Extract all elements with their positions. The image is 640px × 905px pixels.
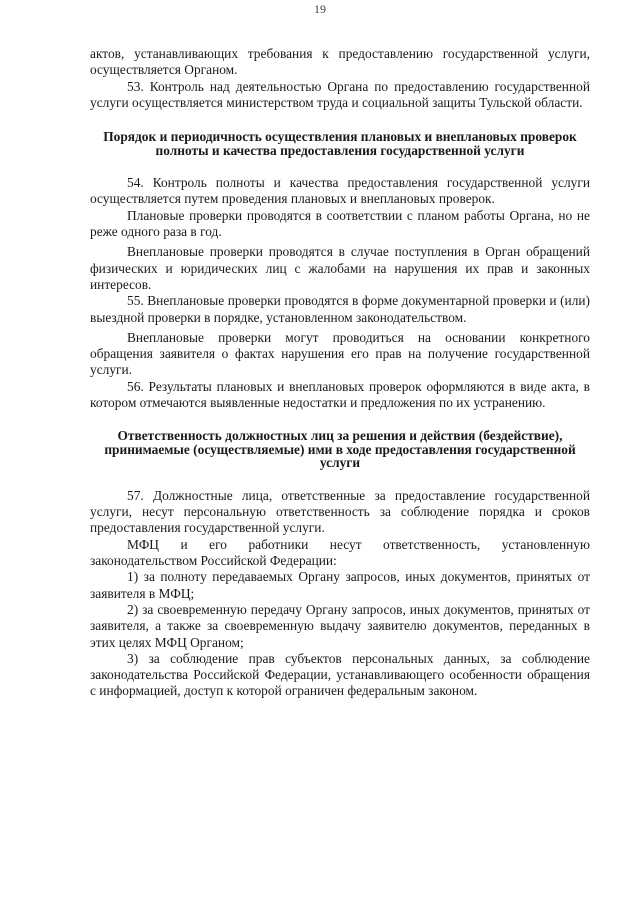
paragraph-56: 56. Результаты плановых и внеплановых проверок оформляются в виде акта, в котором отмечаются выявленные недостатки и предложения по их устранению. bbox=[90, 378, 590, 411]
section-heading-responsibility: Ответственность должностных лиц за решения и действия (бездействие), принимаемые (осуществляемые) ими в ходе предоставления государственной услуги bbox=[104, 428, 576, 471]
paragraph-53: 53. Контроль над деятельностью Органа по предоставлению государственной услуги осуществляется министерством труда и социальной защиты Тульской области. bbox=[90, 78, 590, 110]
paragraph-continuation: актов, устанавливающих требования к предоставлению государственной услуги, осуществляется Органом. bbox=[90, 46, 590, 78]
document-body bbox=[90, 46, 590, 700]
paragraph-item-2: 2) за своевременную передачу Органу запросов, иных документов, принятых от заявителя, а также за своевременную выдачу заявителю документов, переданных в этих целях МФЦ Органом; bbox=[90, 601, 590, 650]
paragraph-unplanned-basis: Внеплановые проверки могут проводиться на основании конкретного обращения заявителя о фактах нарушения его прав на получение государственной услуги. bbox=[90, 329, 590, 378]
paragraph-item-3: 3) за соблюдение прав субъектов персональных данных, за соблюдение законодательства Российской Федерации, устанавливающего особенности обращения с информацией, доступ к которой ограничен федеральным законом. bbox=[90, 650, 590, 699]
paragraph-item-1: 1) за полноту передаваемых Органу запросов, иных документов, принятых от заявителя в МФЦ; bbox=[90, 569, 590, 601]
paragraph-57: 57. Должностные лица, ответственные за предоставление государственной услуги, несут персональную ответственность за соблюдение порядка и сроков предоставления государственной услуги. bbox=[90, 487, 590, 536]
paragraph-55: 55. Внеплановые проверки проводятся в форме документарной проверки и (или) выездной проверки в порядке, установленном законодательством. bbox=[90, 293, 590, 325]
paragraph-unplanned-inspections: Внеплановые проверки проводятся в случае поступления в Орган обращений физических и юридических лиц с жалобами на нарушения их прав и законных интересов. bbox=[90, 244, 590, 292]
section-heading-inspections: Порядок и периодичность осуществления плановых и внеплановых проверок полноты и качества предоставления государственной услуги bbox=[103, 129, 577, 158]
paragraph-54: 54. Контроль полноты и качества предоставления государственной услуги осуществляется путем проведения плановых и внеплановых проверок. bbox=[90, 175, 590, 207]
page-number: 19 bbox=[314, 2, 326, 16]
paragraph-mfc-responsibility: МФЦ и его работники несут ответственность, установленную законодательством Российской Федерации: bbox=[90, 536, 590, 569]
paragraph-planned-inspections: Плановые проверки проводятся в соответствии с планом работы Органа, но не реже одного раза в год. bbox=[90, 207, 590, 240]
